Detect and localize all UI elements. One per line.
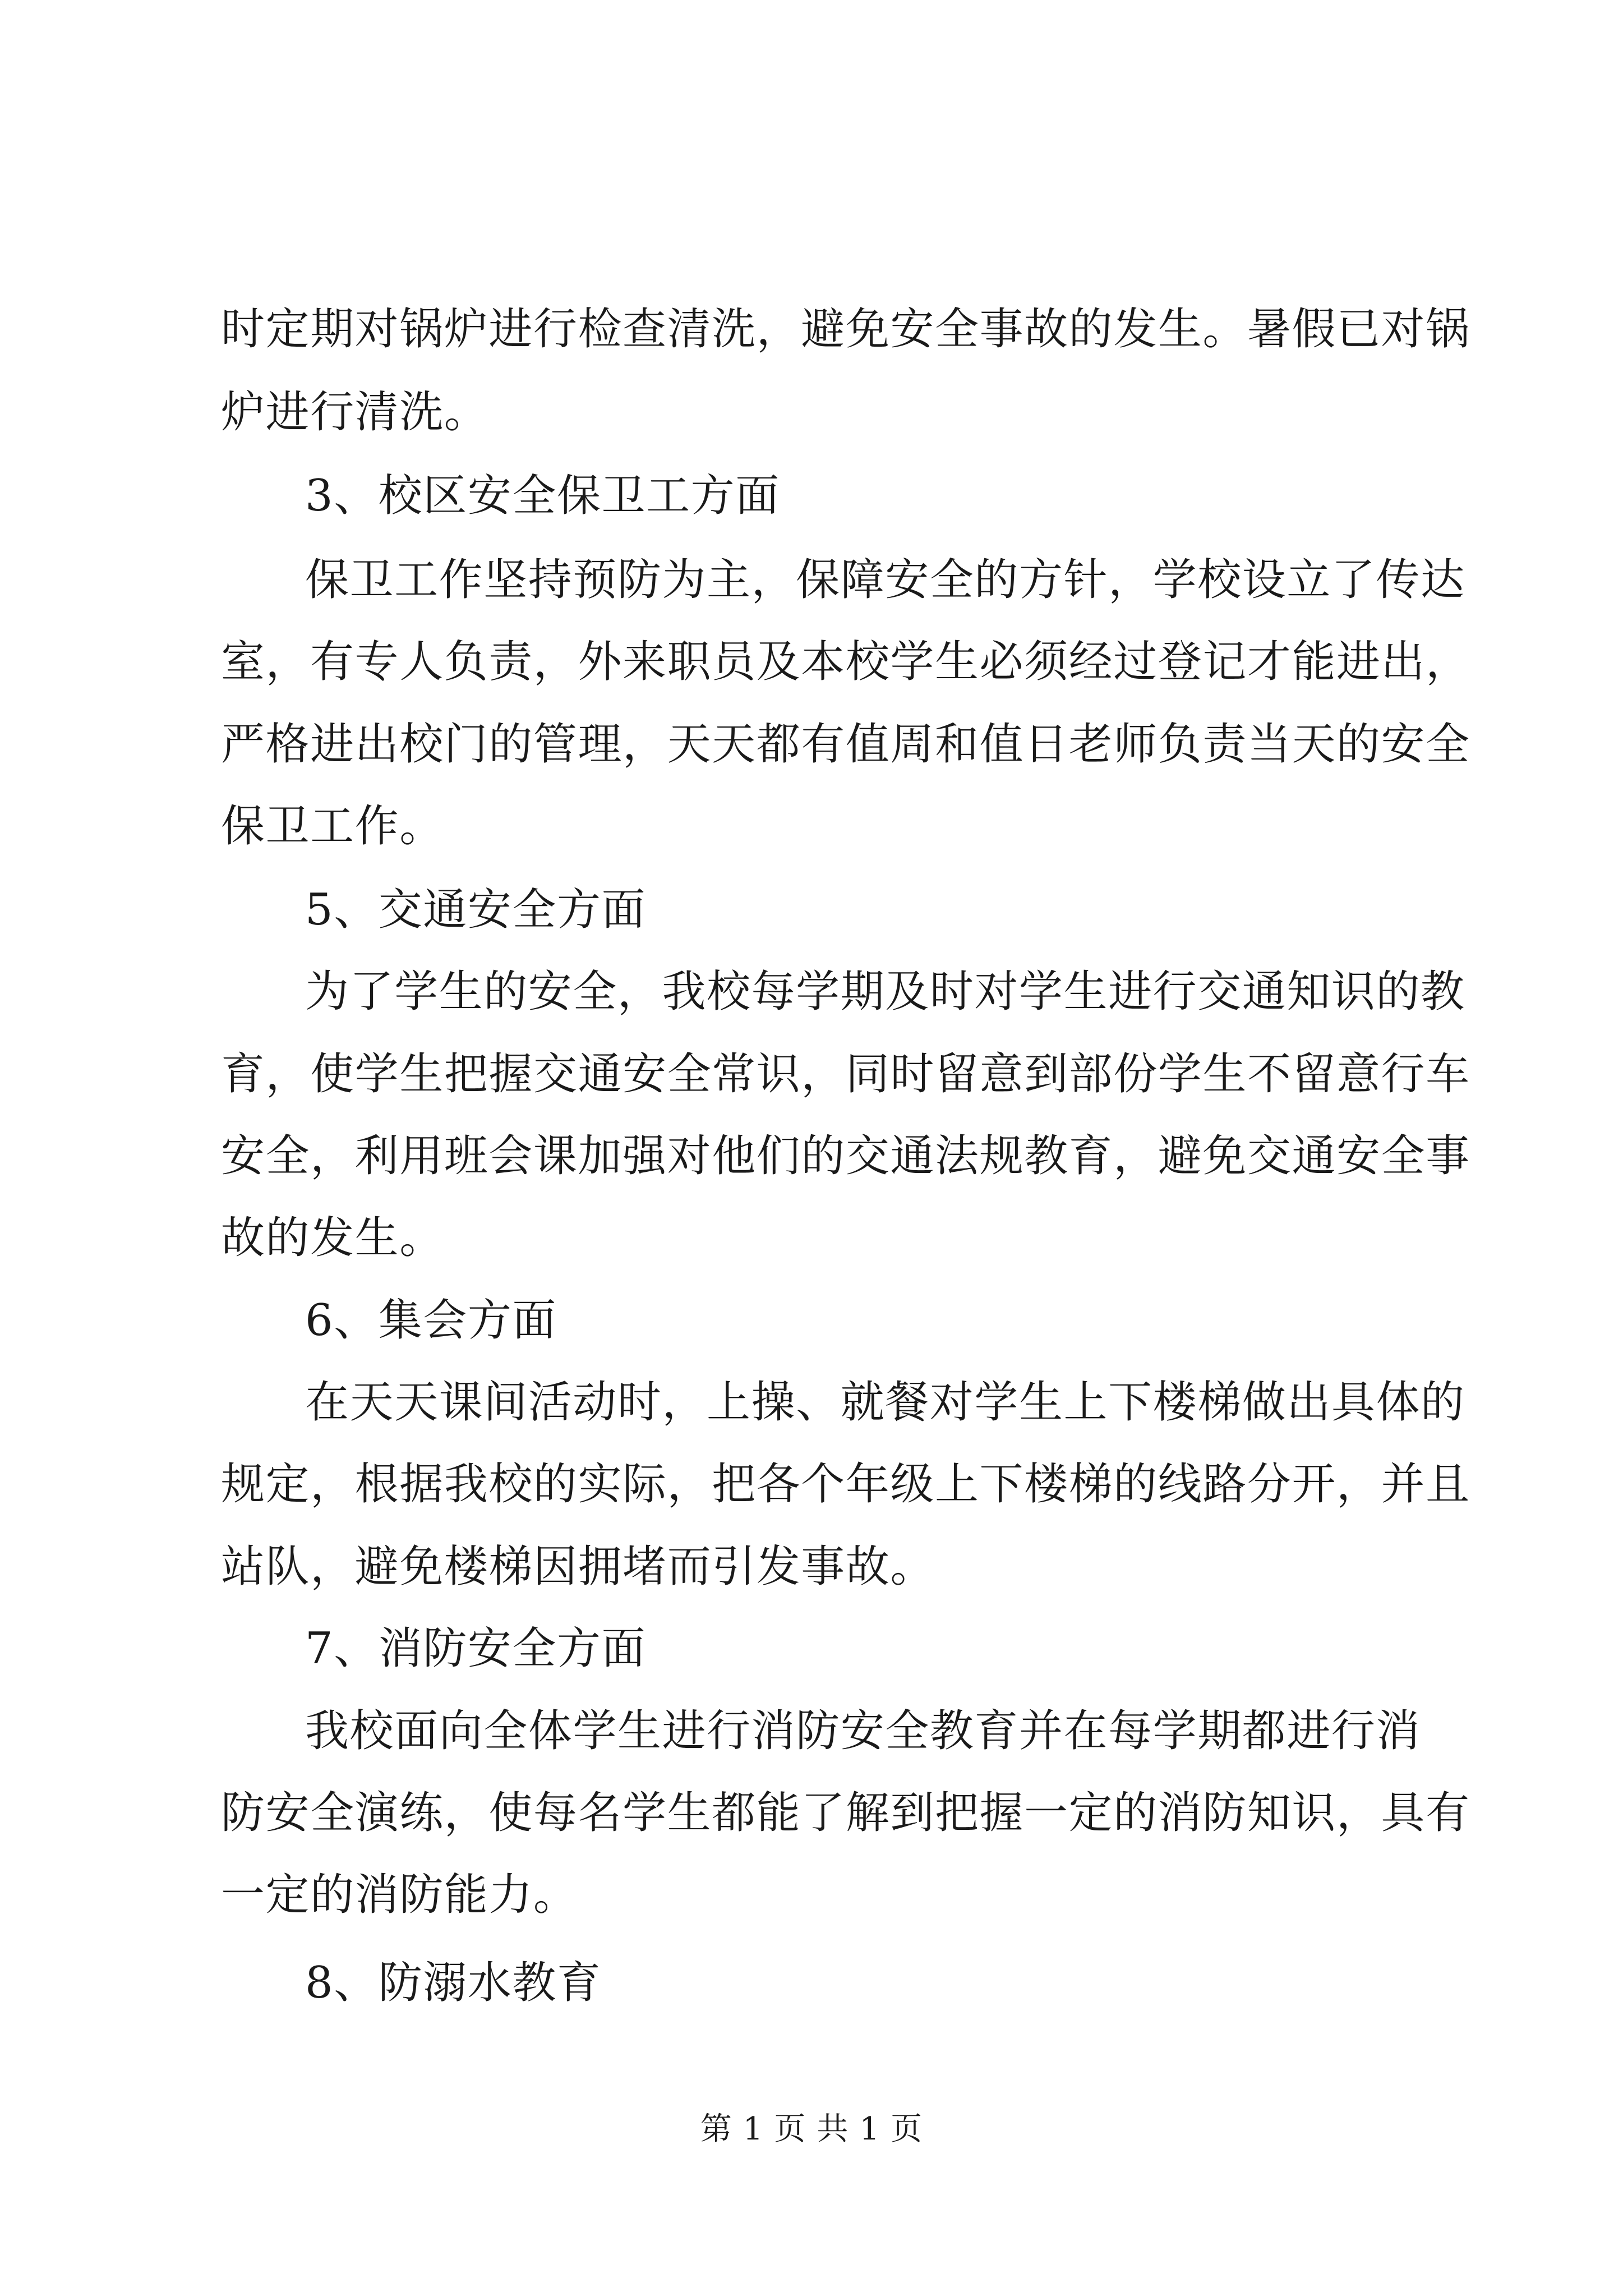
- paragraph-line: 保卫工作。: [221, 801, 444, 852]
- section-heading-5: 5、交通安全方面: [305, 885, 647, 935]
- paragraph-line: 时定期对锅炉进行检查清洗，避免安全事故的发生。暑假已对锅: [221, 304, 1470, 355]
- paragraph-line: 育，使学生把握交通安全常识，同时留意到部份学生不留意行车: [221, 1049, 1470, 1099]
- paragraph-line: 站队，避免楼梯因拥堵而引发事故。: [221, 1542, 935, 1592]
- section-heading-7: 7、消防安全方面: [305, 1623, 647, 1674]
- paragraph-line: 室，有专人负责，外来职员及本校学生必须经过登记才能进出，: [221, 637, 1470, 687]
- section-heading-6: 6、集会方面: [305, 1295, 557, 1346]
- paragraph-line: 保卫工作坚持预防为主，保障安全的方针，学校设立了传达: [305, 555, 1465, 605]
- paragraph-line: 故的发生。: [221, 1213, 444, 1263]
- section-heading-3: 3、校区安全保卫工方面: [305, 471, 780, 521]
- paragraph-line: 一定的消防能力。: [221, 1870, 578, 1920]
- paragraph-line: 安全，利用班会课加强对他们的交通法规教育，避免交通安全事: [221, 1131, 1470, 1181]
- paragraph-line: 炉进行清洗。: [221, 387, 489, 438]
- paragraph-line: 我校面向全体学生进行消防安全教育并在每学期都进行消: [305, 1706, 1421, 1756]
- paragraph-line: 防安全演练，使每名学生都能了解到把握一定的消防知识，具有: [221, 1788, 1470, 1838]
- paragraph-line: 为了学生的安全，我校每学期及时对学生进行交通知识的教: [305, 967, 1465, 1017]
- page-number-footer: 第 1 页 共 1 页: [700, 2111, 923, 2147]
- paragraph-line: 在天天课间活动时，上操、就餐对学生上下楼梯做出具体的: [305, 1377, 1465, 1428]
- section-heading-8: 8、防溺水教育: [305, 1958, 602, 2008]
- paragraph-line: 规定，根据我校的实际，把各个年级上下楼梯的线路分开，并且: [221, 1459, 1470, 1510]
- paragraph-line: 严格进出校门的管理，天天都有值周和值日老师负责当天的安全: [221, 719, 1470, 770]
